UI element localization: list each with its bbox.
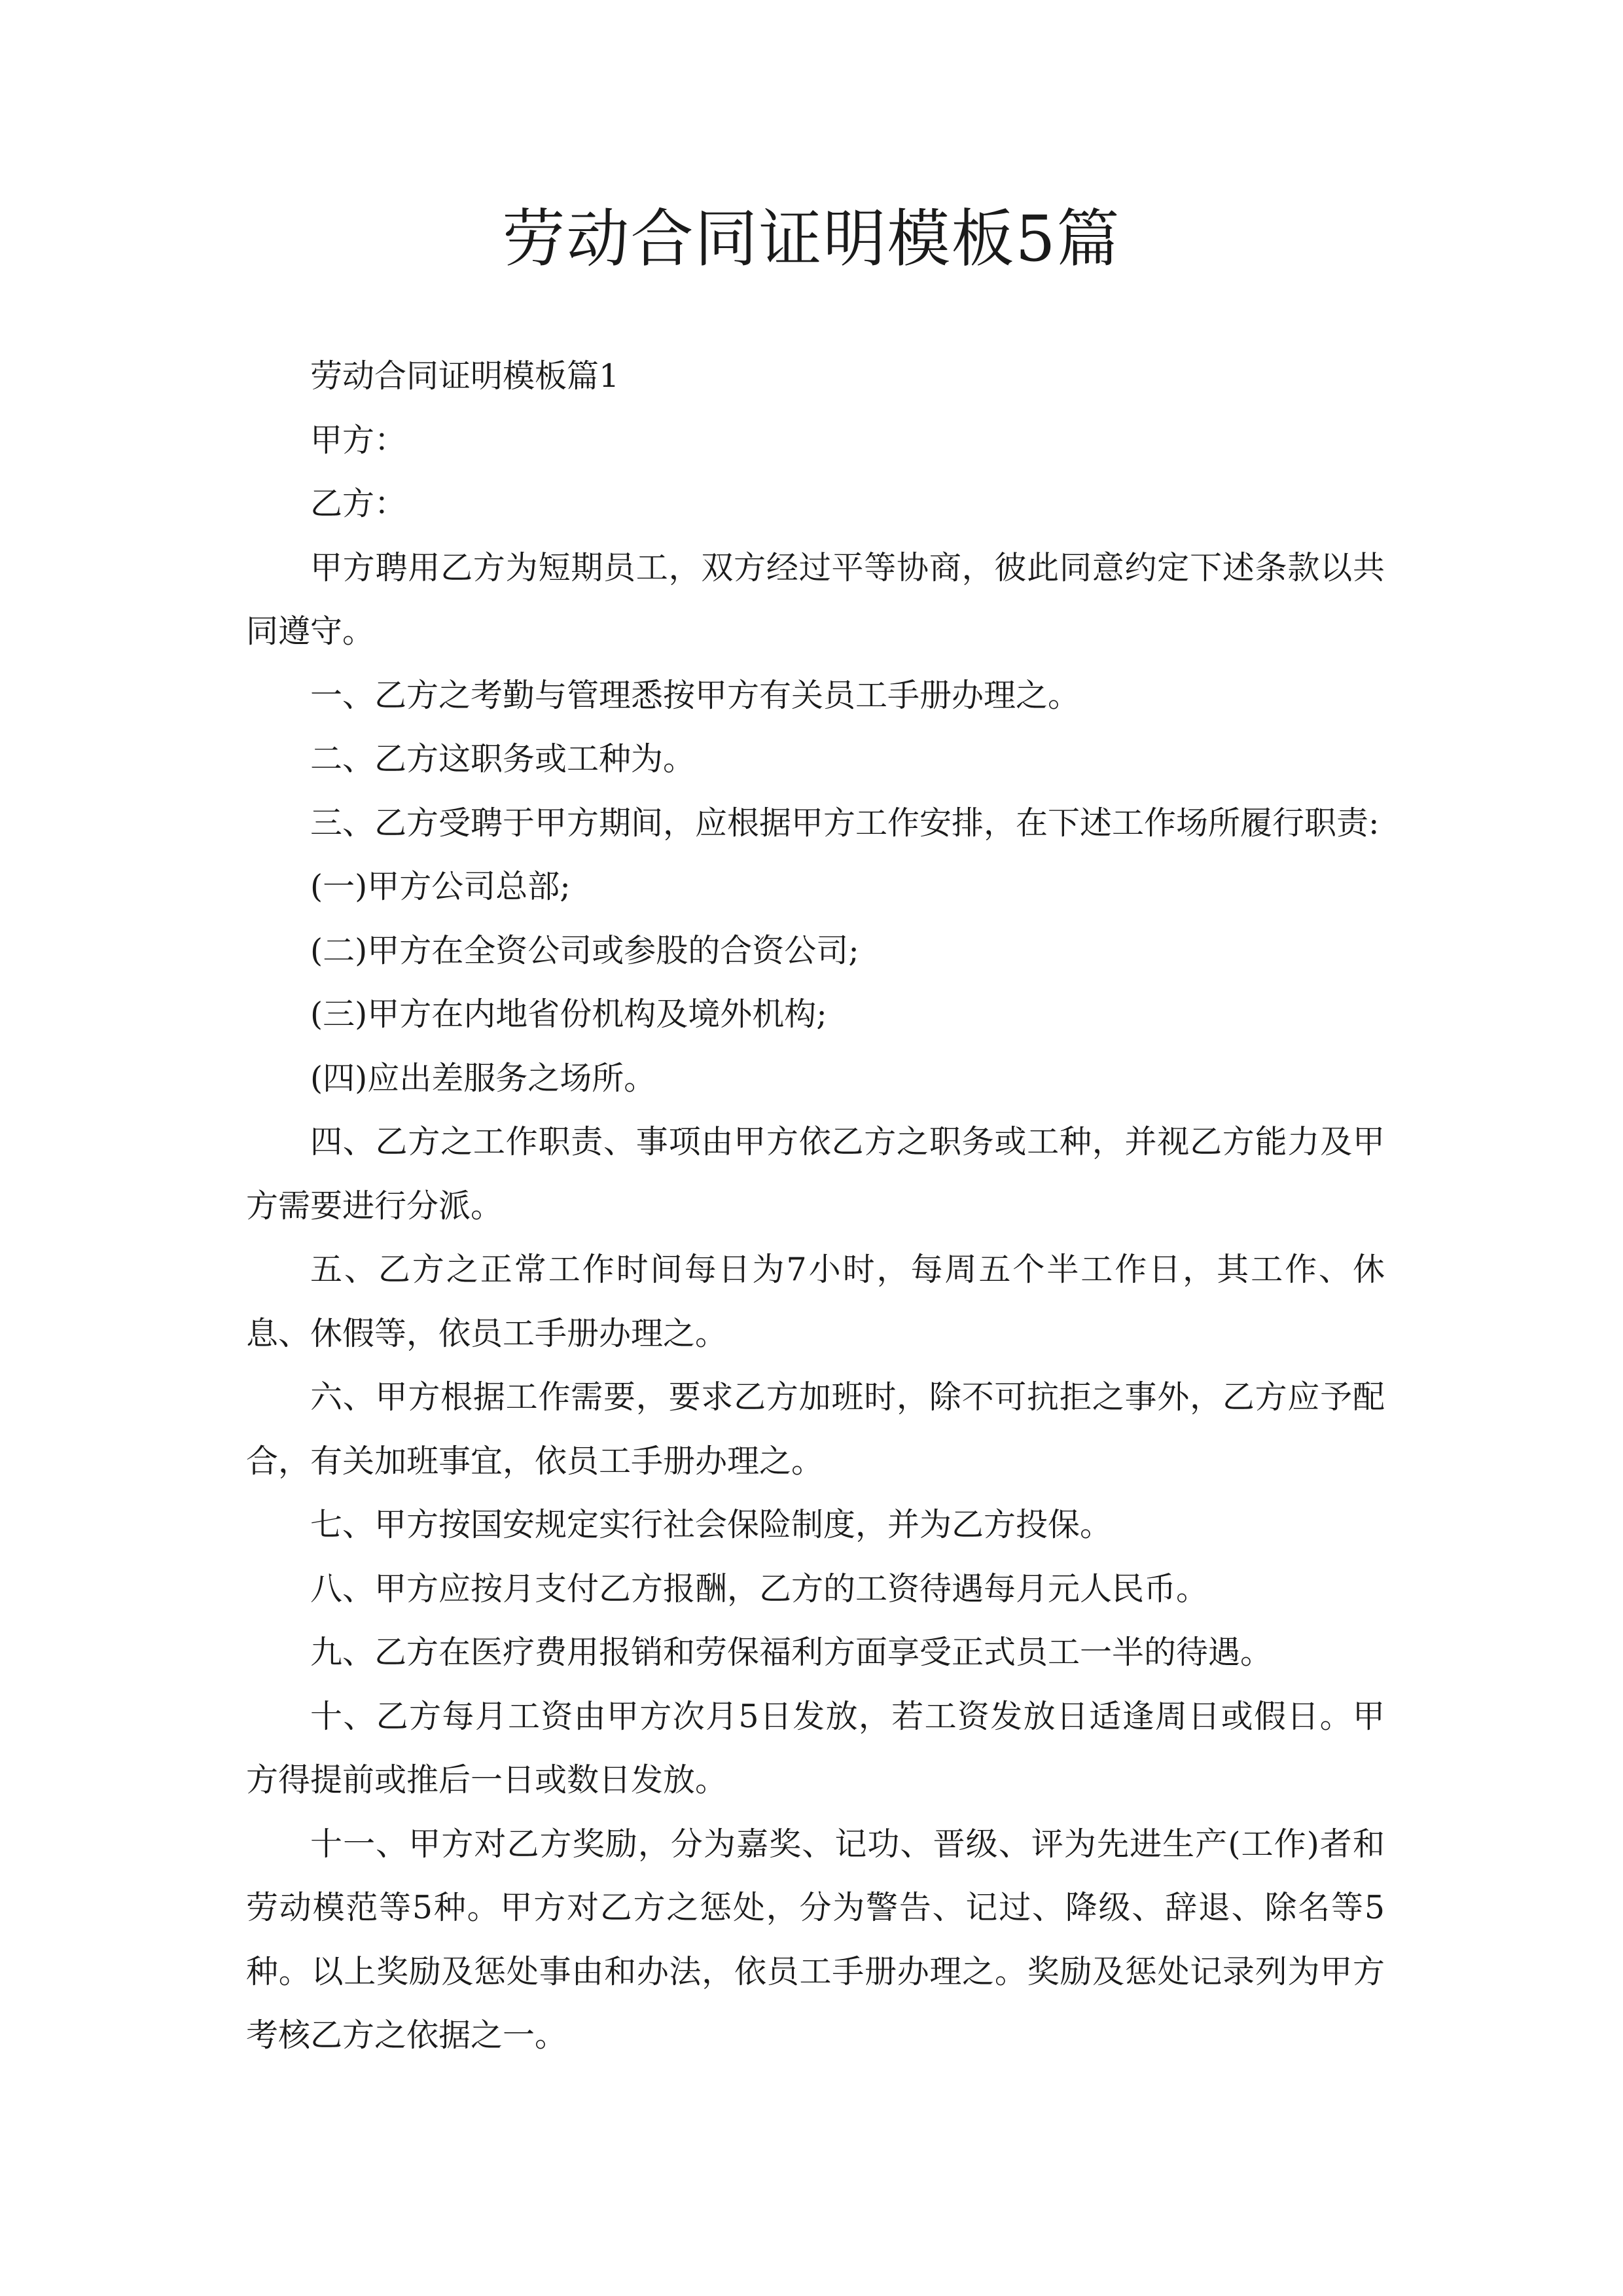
preamble-paragraph: 甲方聘用乙方为短期员工，双方经过平等协商，彼此同意约定下述条款以共同遵守。 [246, 548, 1385, 650]
clause-6: 六、甲方根据工作需要，要求乙方加班时，除不可抗拒之事外，乙方应予配合，有关加班事宜，依员工手册办理之。 [246, 1378, 1385, 1480]
clause-3-item-2: (二)甲方在全资公司或参股的合资公司; [310, 931, 859, 969]
clause-3-item-4: (四)应出差服务之场所。 [310, 1059, 656, 1097]
section-heading: 劳动合同证明模板篇1 [310, 357, 620, 395]
document-title: 劳动合同证明模板5篇 [502, 202, 1121, 276]
clause-1: 一、乙方之考勤与管理悉按甲方有关员工手册办理之。 [310, 676, 1080, 714]
clause-2: 二、乙方这职务或工种为。 [310, 740, 696, 778]
party-b-line: 乙方： [310, 485, 407, 522]
clause-9: 九、乙方在医疗费用报销和劳保福利方面享受正式员工一半的待遇。 [310, 1634, 1273, 1671]
clause-10: 十、乙方每月工资由甲方次月5日发放，若工资发放日适逢周日或假日。甲方得提前或推后一日或数日发放。 [246, 1697, 1385, 1799]
clause-8: 八、甲方应按月支付乙方报酬，乙方的工资待遇每月元人民币。 [310, 1570, 1209, 1607]
clause-3-item-1: (一)甲方公司总部; [310, 868, 571, 905]
clause-3-item-3: (三)甲方在内地省份机构及境外机构; [310, 996, 827, 1033]
clause-3: 三、乙方受聘于甲方期间，应根据甲方工作安排，在下述工作场所履行职责: [310, 804, 1380, 842]
clause-4: 四、乙方之工作职责、事项由甲方依乙方之职务或工种，并视乙方能力及甲方需要进行分派。 [246, 1123, 1385, 1225]
clause-7: 七、甲方按国安规定实行社会保险制度，并为乙方投保。 [310, 1506, 1113, 1543]
clause-11: 十一、甲方对乙方奖励，分为嘉奖、记功、晋级、评为先进生产(工作)者和劳动模范等5种。甲方对乙方之惩处，分为警告、记过、降级、辞退、除名等5种。以上奖励及惩处事由和办法，依员工手册办理之。奖励及惩处记录列为甲方考核乙方之依据之一。 [246, 1825, 1385, 2054]
party-a-line: 甲方： [310, 421, 407, 459]
document-body [246, 344, 1385, 2068]
clause-5: 五、乙方之正常工作时间每日为7小时，每周五个半工作日，其工作、休息、休假等，依员工手册办理之。 [246, 1251, 1385, 1352]
